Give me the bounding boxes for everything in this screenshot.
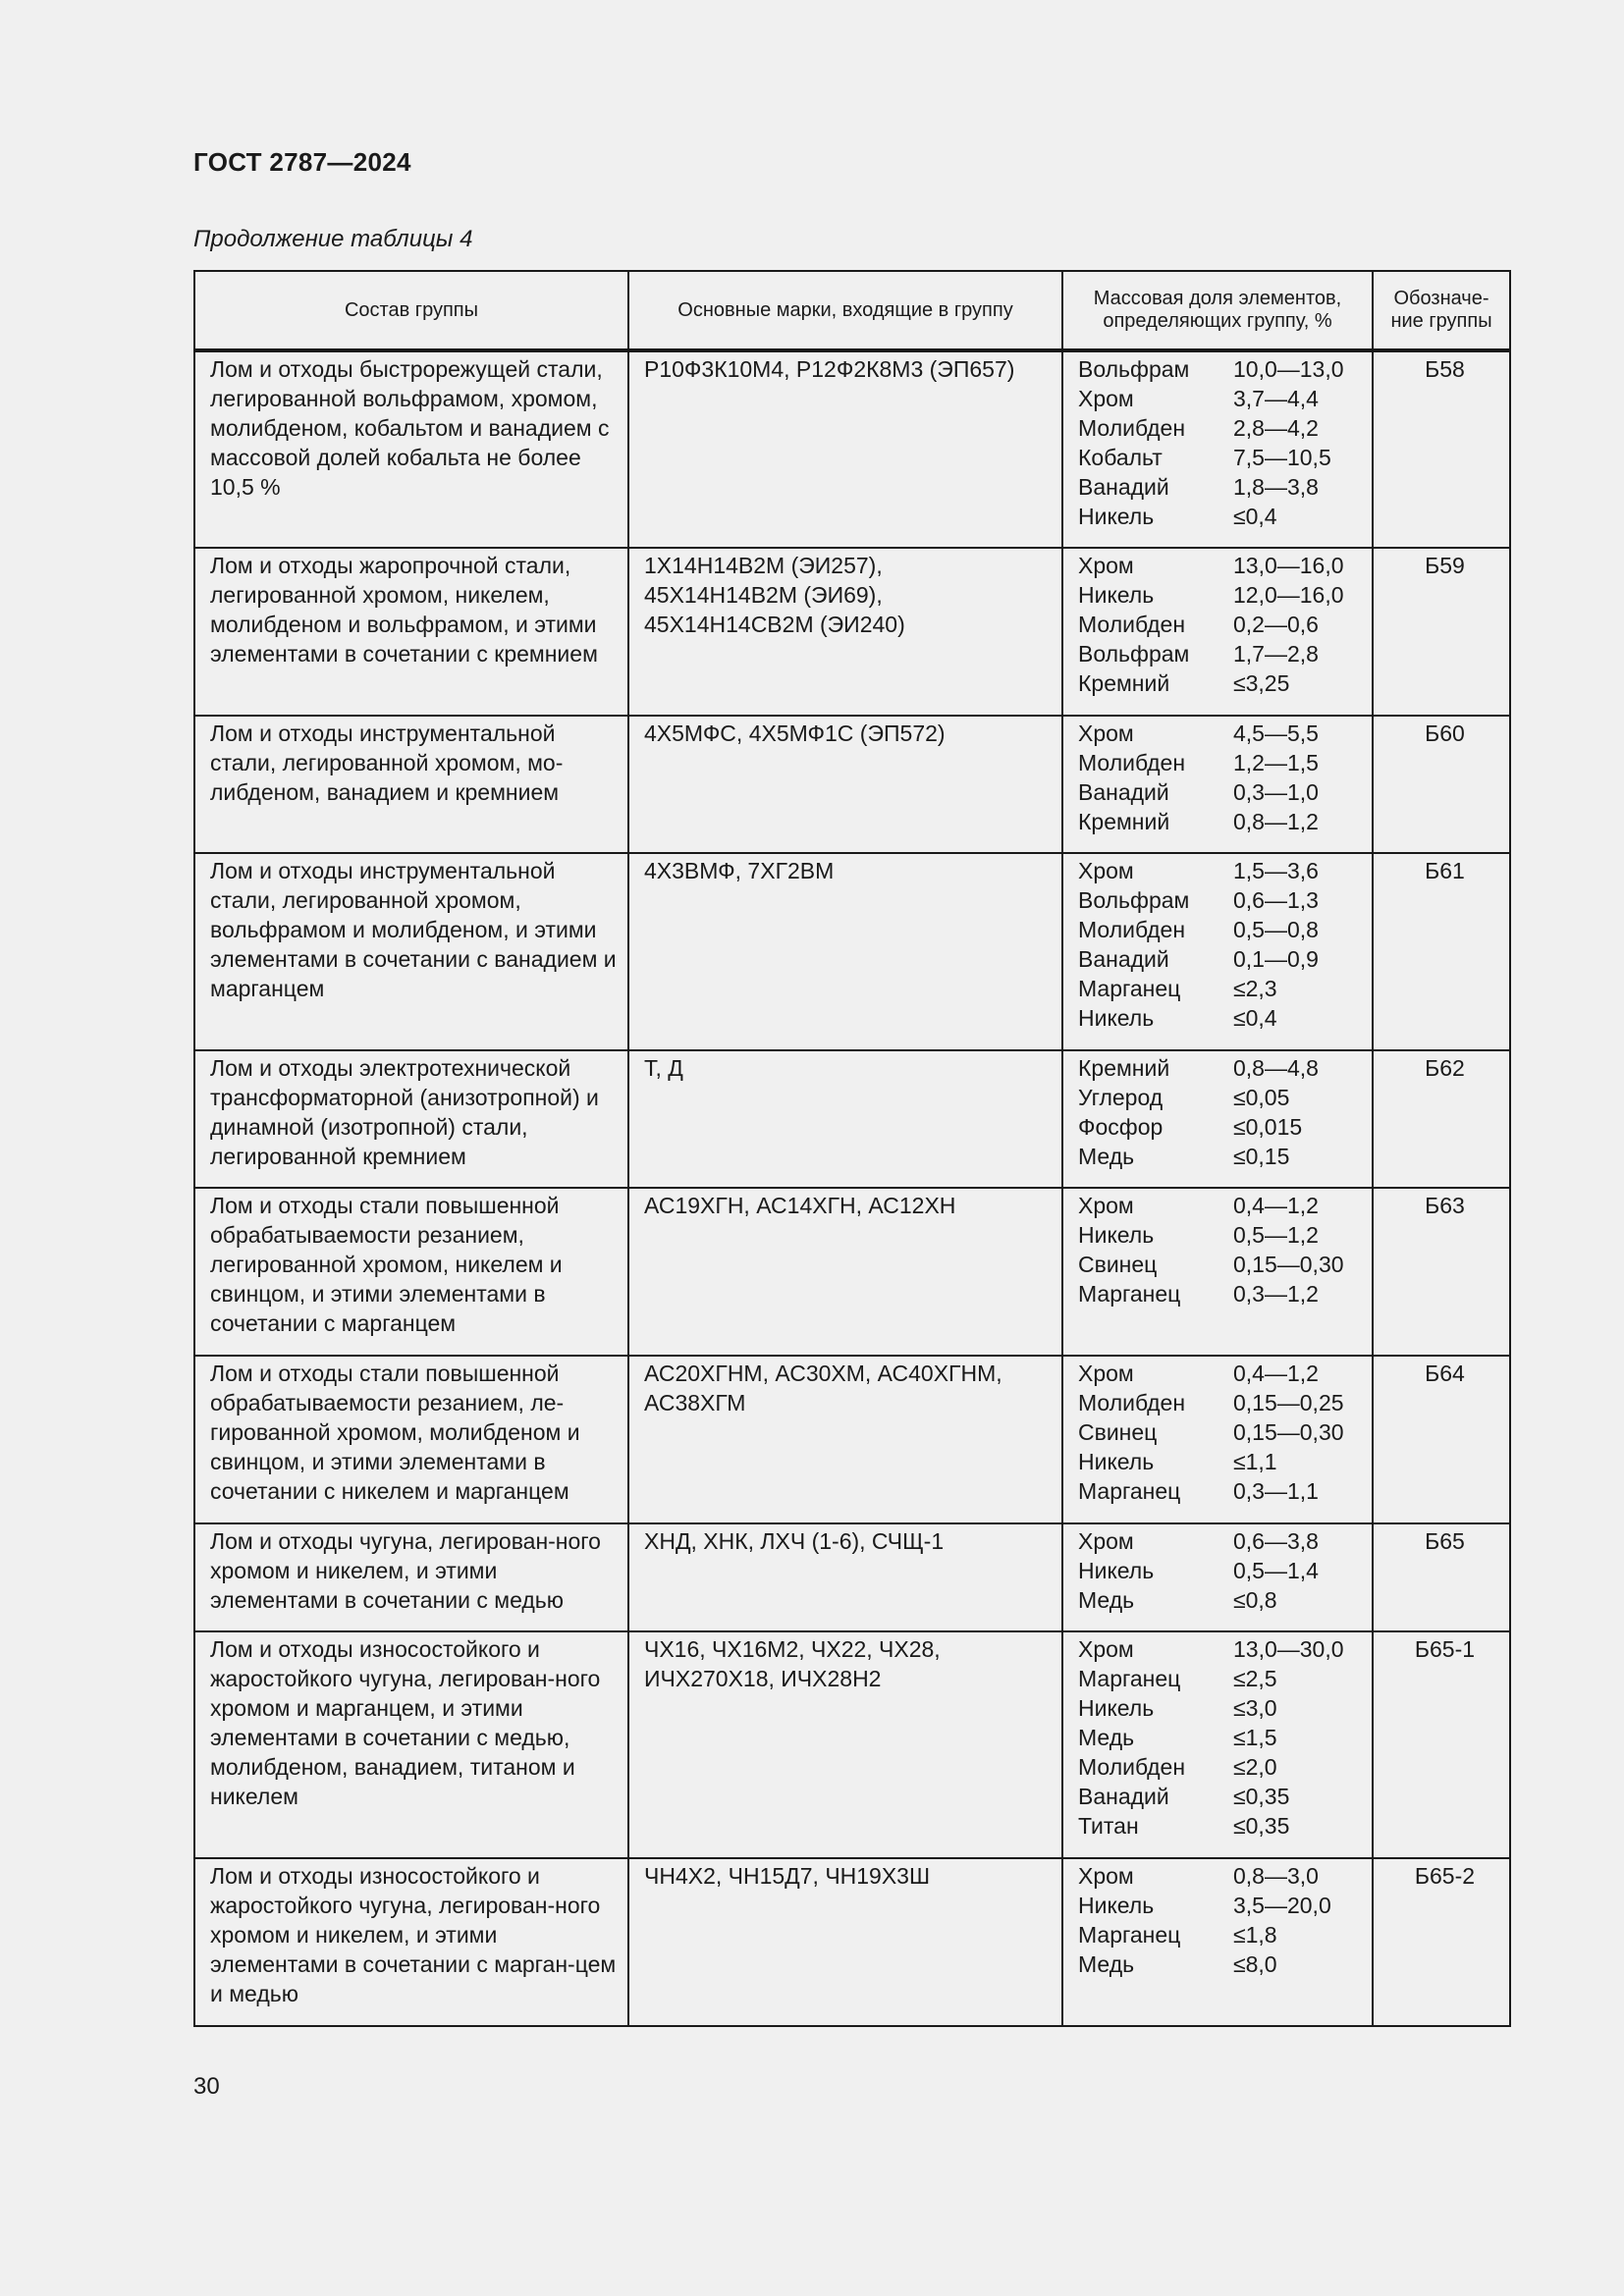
page-number: 30	[193, 2073, 220, 2100]
element-line	[1078, 354, 1364, 384]
element-value: 0,1—0,9	[1233, 946, 1319, 972]
cell-composition: Лом и отходы инструментальной стали, легированной хромом, мо-либденом, ванадием и кремнием	[194, 716, 628, 853]
element-line	[1078, 443, 1364, 472]
element-name: Хром	[1078, 1361, 1134, 1386]
element-value: 1,5—3,6	[1233, 858, 1319, 883]
table-caption: Продолжение таблицы 4	[193, 226, 473, 252]
element-value: ≤1,1	[1233, 1449, 1277, 1474]
element-value: ≤0,015	[1233, 1114, 1303, 1140]
element-line	[1078, 413, 1364, 443]
table-row	[194, 548, 1510, 716]
element-line	[1078, 1634, 1364, 1664]
table-row	[194, 1050, 1510, 1188]
element-name: Медь	[1078, 1951, 1135, 1977]
element-name: Кобальт	[1078, 445, 1163, 470]
element-value: ≤8,0	[1233, 1951, 1277, 1977]
element-value: 4,5—5,5	[1233, 721, 1319, 746]
element-name: Свинец	[1078, 1252, 1158, 1277]
element-line	[1078, 1003, 1364, 1033]
element-value: 0,5—0,8	[1233, 917, 1319, 942]
cell-group-code: Б62	[1373, 1050, 1510, 1188]
cell-marks: Т, Д	[628, 1050, 1062, 1188]
element-value: ≤0,4	[1233, 504, 1277, 529]
cell-elements	[1062, 1631, 1373, 1858]
cell-elements	[1062, 853, 1373, 1050]
element-value: 13,0—30,0	[1233, 1636, 1344, 1662]
element-line	[1078, 1949, 1364, 1979]
element-name: Вольфрам	[1078, 641, 1190, 667]
cell-group-code: Б58	[1373, 350, 1510, 548]
element-name: Хром	[1078, 1863, 1134, 1889]
element-value: ≤1,5	[1233, 1725, 1277, 1750]
element-name: Никель	[1078, 1695, 1155, 1721]
element-value: ≤0,05	[1233, 1085, 1290, 1110]
element-name: Хром	[1078, 386, 1134, 411]
table-body	[194, 350, 1510, 2026]
cell-composition: Лом и отходы стали повышенной обрабатываемости резанием, ле-гированной хромом, молибденом и свинцом, и этими элементами в сочетании с никелем и марганцем	[194, 1356, 628, 1523]
element-value: 0,8—3,0	[1233, 1863, 1319, 1889]
element-name: Молибден	[1078, 415, 1186, 441]
element-name: Ванадий	[1078, 946, 1169, 972]
element-name: Молибден	[1078, 917, 1186, 942]
cell-marks: Р10Ф3К10М4, Р12Ф2К8М3 (ЭП657)	[628, 350, 1062, 548]
cell-group-code: Б63	[1373, 1188, 1510, 1356]
element-line	[1078, 502, 1364, 531]
element-line	[1078, 1359, 1364, 1388]
element-line	[1078, 915, 1364, 944]
column-header-elements: Массовая доля элементов, определяющих группу, %	[1062, 271, 1373, 350]
element-name: Вольфрам	[1078, 356, 1190, 382]
element-line	[1078, 1811, 1364, 1841]
table-row	[194, 1858, 1510, 2026]
element-value: 1,2—1,5	[1233, 750, 1319, 775]
document-id: ГОСТ 2787—2024	[193, 147, 411, 177]
cell-elements	[1062, 716, 1373, 853]
cell-group-code: Б64	[1373, 1356, 1510, 1523]
element-name: Марганец	[1078, 1478, 1181, 1504]
cell-marks: АС20ХГНМ, АС30ХМ, АС40ХГНМ, АС38ХГМ	[628, 1356, 1062, 1523]
element-name: Титан	[1078, 1813, 1139, 1839]
element-name: Хром	[1078, 721, 1134, 746]
cell-marks: ЧН4Х2, ЧН15Д7, ЧН19Х3Ш	[628, 1858, 1062, 2026]
element-name: Молибден	[1078, 1390, 1186, 1415]
element-name: Вольфрам	[1078, 887, 1190, 913]
element-name: Кремний	[1078, 1055, 1170, 1081]
cell-group-code: Б65-2	[1373, 1858, 1510, 2026]
element-line	[1078, 1752, 1364, 1782]
column-header-composition: Состав группы	[194, 271, 628, 350]
element-name: Никель	[1078, 582, 1155, 608]
element-line	[1078, 1220, 1364, 1250]
element-name: Кремний	[1078, 670, 1170, 696]
element-line	[1078, 1447, 1364, 1476]
element-value: 0,6—3,8	[1233, 1528, 1319, 1554]
cell-composition: Лом и отходы стали повышенной обрабатываемости резанием, легированной хромом, никелем и свинцом, и этими элементами в сочетании с марганцем	[194, 1188, 628, 1356]
element-value: 3,5—20,0	[1233, 1893, 1331, 1918]
element-name: Молибден	[1078, 750, 1186, 775]
element-line	[1078, 1526, 1364, 1556]
element-name: Никель	[1078, 1558, 1155, 1583]
element-value: ≤3,25	[1233, 670, 1290, 696]
element-line	[1078, 1250, 1364, 1279]
cell-composition: Лом и отходы электротехнической трансформаторной (анизотропной) и динамной (изотропной) стали, легированной кремнием	[194, 1050, 628, 1188]
cell-composition: Лом и отходы износостойкого и жаростойкого чугуна, легирован-ного хромом и марганцем, и этими элементами в сочетании с медью, молибденом, ванадием, титаном и никелем	[194, 1631, 628, 1858]
element-name: Хром	[1078, 553, 1134, 578]
element-line	[1078, 551, 1364, 580]
element-value: 0,5—1,2	[1233, 1222, 1319, 1248]
element-name: Ванадий	[1078, 1784, 1169, 1809]
element-name: Марганец	[1078, 976, 1181, 1001]
element-value: 0,5—1,4	[1233, 1558, 1319, 1583]
element-line	[1078, 748, 1364, 777]
element-value: 0,4—1,2	[1233, 1193, 1319, 1218]
cell-marks: 4Х3ВМФ, 7ХГ2ВМ	[628, 853, 1062, 1050]
cell-group-code: Б60	[1373, 716, 1510, 853]
element-value: 13,0—16,0	[1233, 553, 1344, 578]
column-header-marks: Основные марки, входящие в группу	[628, 271, 1062, 350]
cell-elements	[1062, 1858, 1373, 2026]
element-line	[1078, 639, 1364, 668]
table-row	[194, 1631, 1510, 1858]
element-line	[1078, 856, 1364, 885]
element-line	[1078, 807, 1364, 836]
element-value: 0,2—0,6	[1233, 612, 1319, 637]
element-name: Молибден	[1078, 612, 1186, 637]
element-line	[1078, 1142, 1364, 1171]
element-value: 0,3—1,2	[1233, 1281, 1319, 1307]
table-row	[194, 1523, 1510, 1631]
element-line	[1078, 384, 1364, 413]
cell-elements	[1062, 548, 1373, 716]
cell-elements	[1062, 1523, 1373, 1631]
element-value: 0,3—1,0	[1233, 779, 1319, 805]
element-name: Хром	[1078, 1193, 1134, 1218]
element-value: 0,8—4,8	[1233, 1055, 1319, 1081]
cell-composition: Лом и отходы жаропрочной стали, легированной хромом, никелем, молибденом и вольфрамом, и этими элементами в сочетании с кремнием	[194, 548, 628, 716]
element-value: 0,4—1,2	[1233, 1361, 1319, 1386]
element-value: ≤0,35	[1233, 1813, 1290, 1839]
element-line	[1078, 1861, 1364, 1891]
element-line	[1078, 1417, 1364, 1447]
cell-marks: ЧХ16, ЧХ16М2, ЧХ22, ЧХ28, ИЧХ270Х18, ИЧХ28Н2	[628, 1631, 1062, 1858]
element-name: Медь	[1078, 1144, 1135, 1169]
element-name: Фосфор	[1078, 1114, 1164, 1140]
element-value: 1,7—2,8	[1233, 641, 1319, 667]
element-value: 7,5—10,5	[1233, 445, 1331, 470]
cell-composition: Лом и отходы инструментальной стали, легированной хромом, вольфрамом и молибденом, и этими элементами в сочетании с ванадием и марганцем	[194, 853, 628, 1050]
element-line	[1078, 1693, 1364, 1723]
element-name: Ванадий	[1078, 474, 1169, 500]
cell-group-code: Б61	[1373, 853, 1510, 1050]
element-line	[1078, 472, 1364, 502]
element-line	[1078, 974, 1364, 1003]
element-name: Свинец	[1078, 1419, 1158, 1445]
element-name: Медь	[1078, 1587, 1135, 1613]
element-value: ≤2,5	[1233, 1666, 1277, 1691]
element-name: Марганец	[1078, 1666, 1181, 1691]
element-line	[1078, 1782, 1364, 1811]
element-line	[1078, 610, 1364, 639]
element-name: Медь	[1078, 1725, 1135, 1750]
element-line	[1078, 1279, 1364, 1308]
cell-elements	[1062, 350, 1373, 548]
element-value: ≤0,35	[1233, 1784, 1290, 1809]
cell-group-code: Б65	[1373, 1523, 1510, 1631]
element-line	[1078, 777, 1364, 807]
element-line	[1078, 1388, 1364, 1417]
cell-marks: 1Х14Н14В2М (ЭИ257), 45Х14Н14В2М (ЭИ69), 45Х14Н14СВ2М (ЭИ240)	[628, 548, 1062, 716]
cell-marks: 4Х5МФС, 4Х5МФ1С (ЭП572)	[628, 716, 1062, 853]
column-header-code: Обозначе-ние группы	[1373, 271, 1510, 350]
cell-marks: ХНД, ХНК, ЛХЧ (1-6), СЧЩ-1	[628, 1523, 1062, 1631]
element-value: ≤1,8	[1233, 1922, 1277, 1948]
table-row	[194, 1356, 1510, 1523]
element-line	[1078, 1083, 1364, 1112]
element-value: 0,15—0,25	[1233, 1390, 1344, 1415]
element-value: 0,8—1,2	[1233, 809, 1319, 834]
element-value: 12,0—16,0	[1233, 582, 1344, 608]
element-value: 2,8—4,2	[1233, 415, 1319, 441]
element-value: 0,15—0,30	[1233, 1252, 1344, 1277]
element-value: 0,3—1,1	[1233, 1478, 1319, 1504]
element-name: Хром	[1078, 858, 1134, 883]
element-line	[1078, 1556, 1364, 1585]
element-value: ≤0,15	[1233, 1144, 1290, 1169]
element-name: Марганец	[1078, 1922, 1181, 1948]
element-line	[1078, 1053, 1364, 1083]
cell-marks: АС19ХГН, АС14ХГН, АС12ХН	[628, 1188, 1062, 1356]
element-line	[1078, 1585, 1364, 1615]
cell-group-code: Б59	[1373, 548, 1510, 716]
element-name: Хром	[1078, 1636, 1134, 1662]
element-line	[1078, 885, 1364, 915]
element-line	[1078, 580, 1364, 610]
element-value: 0,15—0,30	[1233, 1419, 1344, 1445]
element-line	[1078, 1723, 1364, 1752]
element-value: 10,0—13,0	[1233, 356, 1344, 382]
element-line	[1078, 668, 1364, 698]
element-name: Хром	[1078, 1528, 1134, 1554]
element-value: 1,8—3,8	[1233, 474, 1319, 500]
table-header-row	[194, 271, 1510, 350]
element-name: Ванадий	[1078, 779, 1169, 805]
element-value: 3,7—4,4	[1233, 386, 1319, 411]
steel-groups-table	[193, 270, 1511, 2027]
cell-elements	[1062, 1188, 1373, 1356]
table-row	[194, 1188, 1510, 1356]
element-line	[1078, 1191, 1364, 1220]
element-name: Марганец	[1078, 1281, 1181, 1307]
element-name: Никель	[1078, 1449, 1155, 1474]
element-name: Никель	[1078, 1005, 1155, 1031]
element-line	[1078, 1920, 1364, 1949]
element-line	[1078, 1664, 1364, 1693]
element-value: ≤3,0	[1233, 1695, 1277, 1721]
element-value: ≤0,8	[1233, 1587, 1277, 1613]
table-row	[194, 350, 1510, 548]
element-line	[1078, 944, 1364, 974]
element-value: ≤0,4	[1233, 1005, 1277, 1031]
element-line	[1078, 1112, 1364, 1142]
element-name: Кремний	[1078, 809, 1170, 834]
cell-composition: Лом и отходы чугуна, легирован-ного хромом и никелем, и этими элементами в сочетании с медью	[194, 1523, 628, 1631]
element-name: Молибден	[1078, 1754, 1186, 1780]
element-name: Углерод	[1078, 1085, 1164, 1110]
table-row	[194, 716, 1510, 853]
cell-group-code: Б65-1	[1373, 1631, 1510, 1858]
cell-elements	[1062, 1050, 1373, 1188]
element-value: ≤2,0	[1233, 1754, 1277, 1780]
element-line	[1078, 1476, 1364, 1506]
element-line	[1078, 1891, 1364, 1920]
element-line	[1078, 719, 1364, 748]
element-value: 0,6—1,3	[1233, 887, 1319, 913]
cell-composition: Лом и отходы быстрорежущей стали, легированной вольфрамом, хромом, молибденом, кобальтом и ванадием с массовой долей кобальта не более 10,5 %	[194, 350, 628, 548]
table-row	[194, 853, 1510, 1050]
element-name: Никель	[1078, 1893, 1155, 1918]
element-name: Никель	[1078, 1222, 1155, 1248]
cell-elements	[1062, 1356, 1373, 1523]
element-name: Никель	[1078, 504, 1155, 529]
element-value: ≤2,3	[1233, 976, 1277, 1001]
cell-composition: Лом и отходы износостойкого и жаростойкого чугуна, легирован-ного хромом и никелем, и этими элементами в сочетании с марган-цем и медью	[194, 1858, 628, 2026]
